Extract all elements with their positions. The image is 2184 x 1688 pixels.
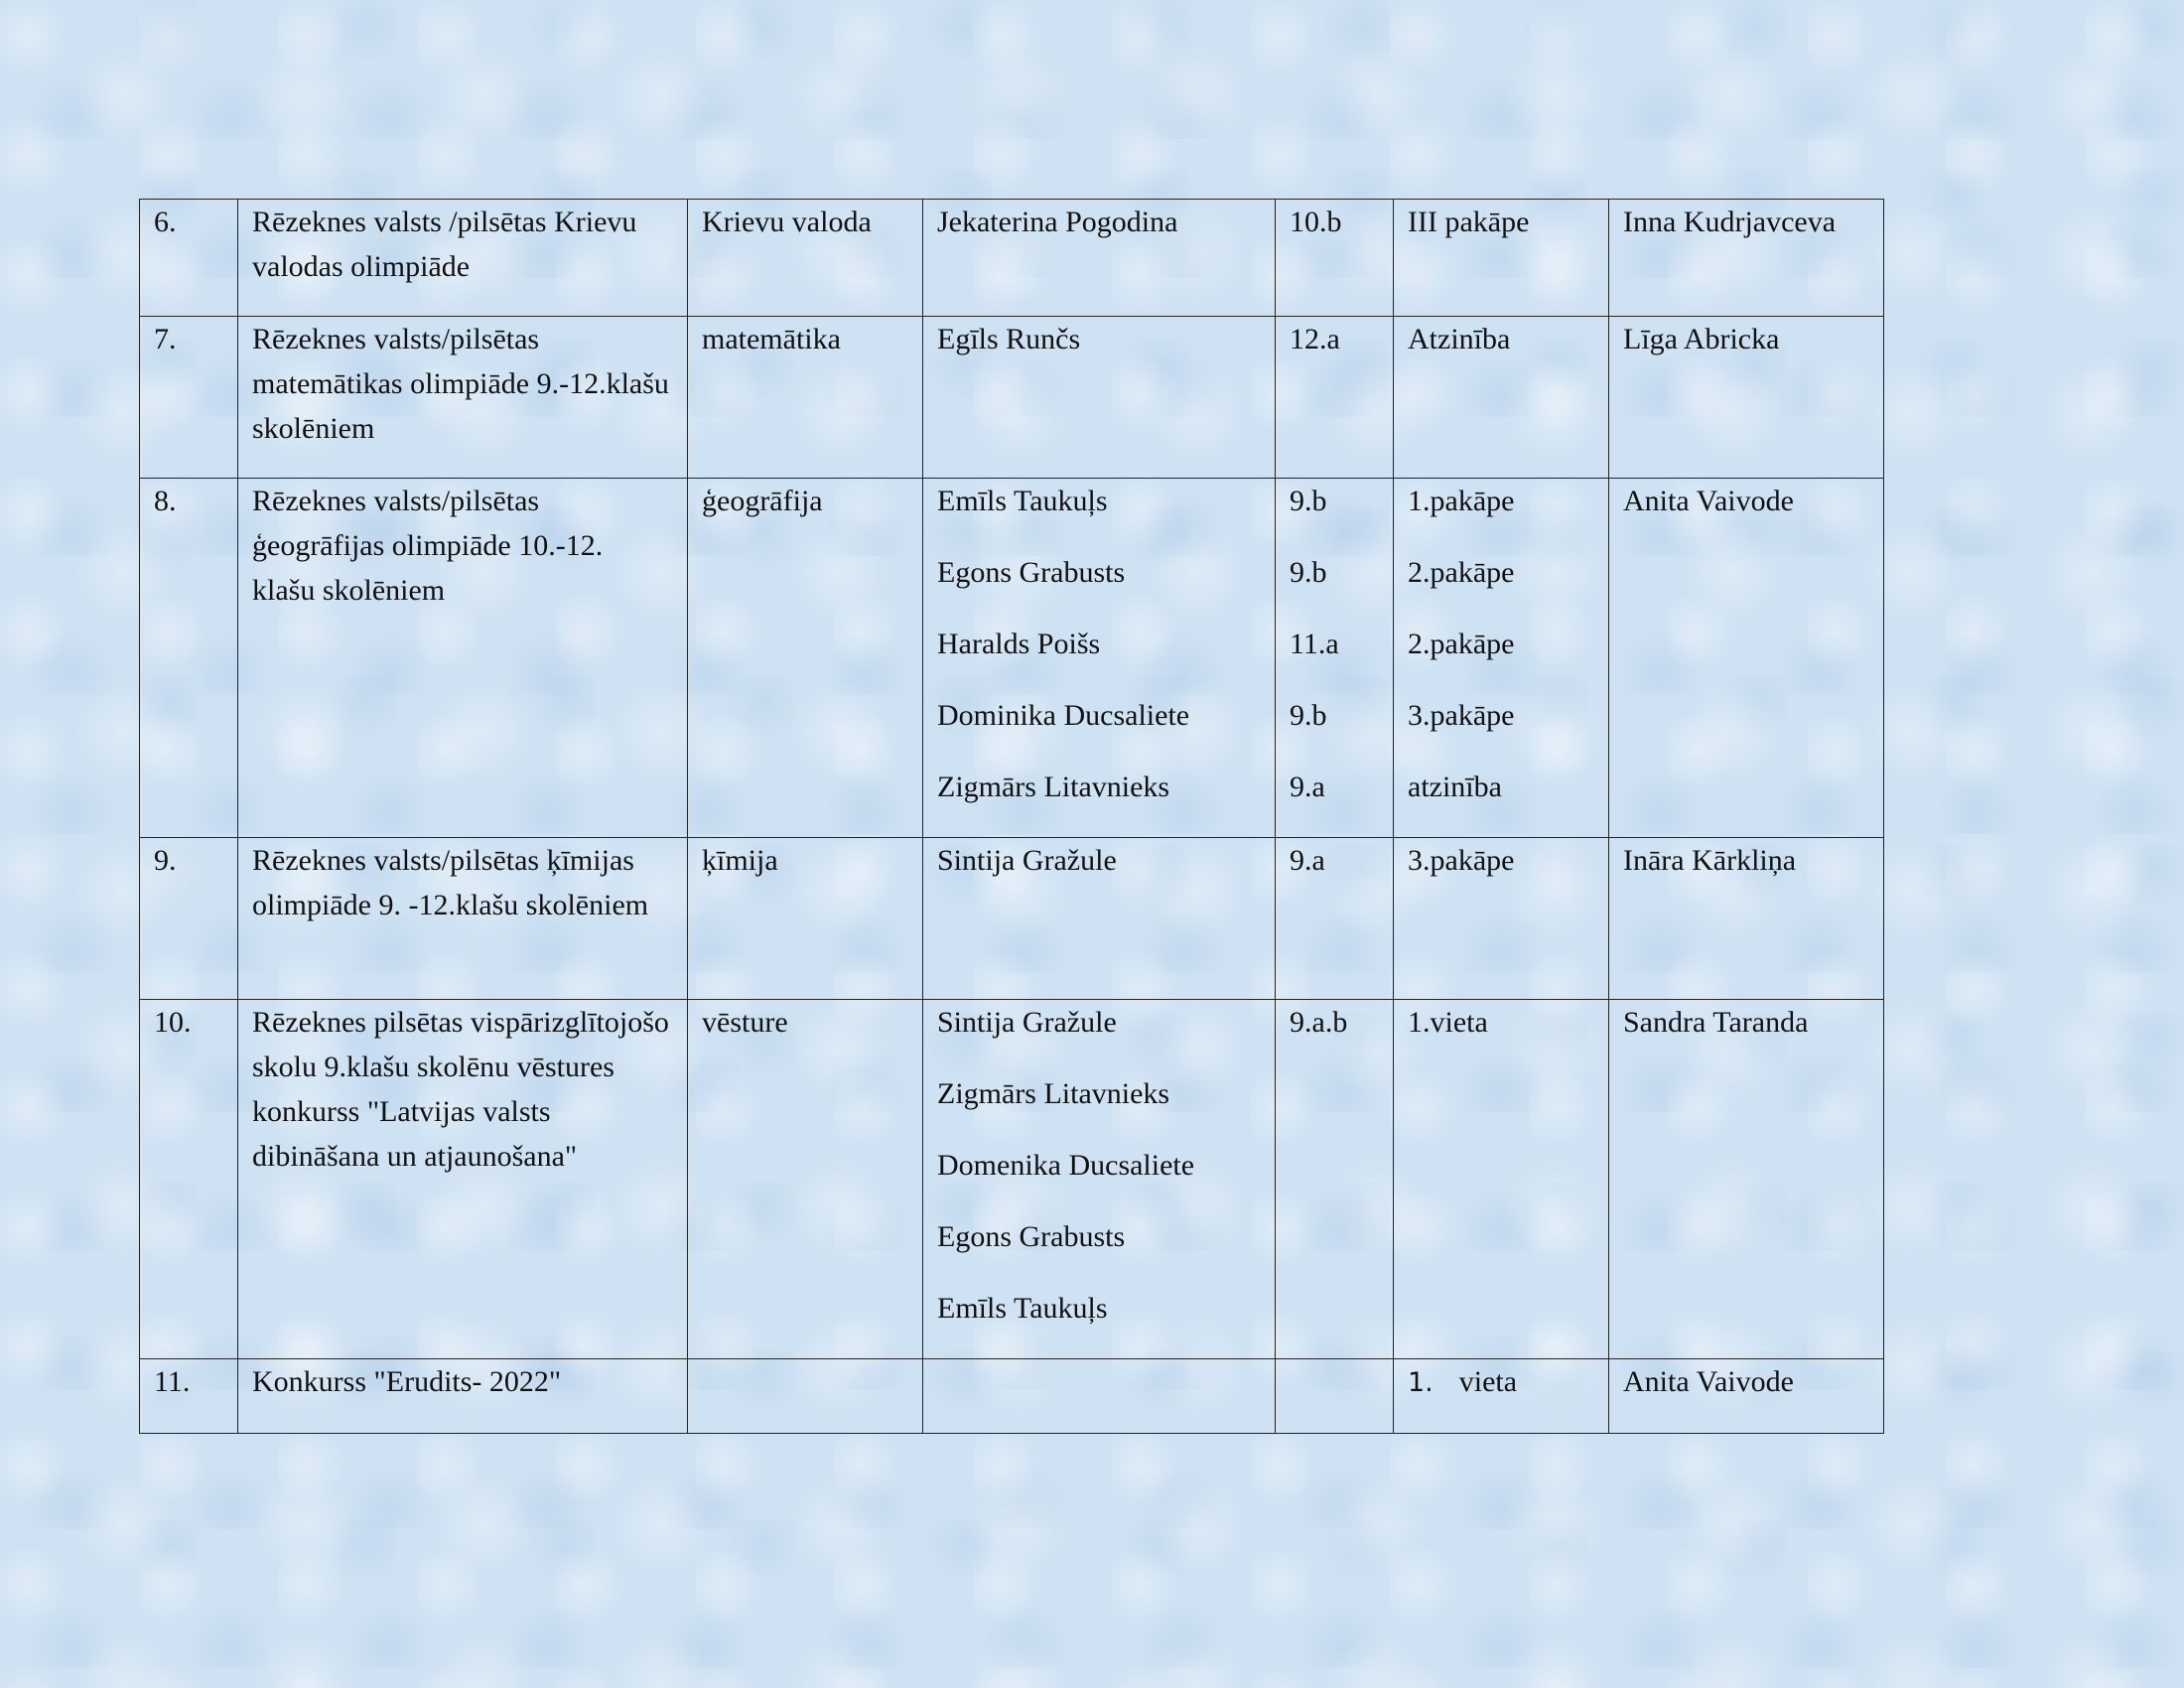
subject: ķīmija xyxy=(688,838,923,1000)
result-value: 3.pakāpe xyxy=(1408,844,1515,877)
subject xyxy=(688,1359,923,1434)
row-number: 9. xyxy=(140,838,238,1000)
row-number: 8. xyxy=(140,479,238,838)
class-cell xyxy=(1276,838,1394,1000)
class-value: 9.b xyxy=(1290,699,1327,732)
student-name: Haralds Poišs xyxy=(937,628,1101,660)
row-number: 7. xyxy=(140,317,238,479)
competition-name: Rēzeknes valsts /pilsētas Krievu valodas olimpiāde xyxy=(238,200,688,317)
class-value: 10.b xyxy=(1290,206,1342,238)
result-cell xyxy=(1394,317,1609,479)
competition-name: Rēzeknes pilsētas vispārizglītojošo skolu 9.klašu skolēnu vēstures konkurss "Latvijas valsts dibināšana un atjaunošana" xyxy=(238,1000,688,1359)
teacher-name: Ināra Kārkliņa xyxy=(1609,838,1884,1000)
result-value: 1.pakāpe xyxy=(1408,485,1515,517)
table-row xyxy=(140,317,1884,479)
competition-name: Konkurss "Erudits- 2022" xyxy=(238,1359,688,1434)
result-value: atzinība xyxy=(1408,771,1502,803)
result-value: 2.pakāpe xyxy=(1408,556,1515,589)
student-name: Egīls Runčs xyxy=(937,323,1081,355)
table-row xyxy=(140,200,1884,317)
class-cell xyxy=(1276,479,1394,838)
class-cell xyxy=(1276,200,1394,317)
student-name: Zigmārs Litavnieks xyxy=(937,771,1170,803)
class-value: 9.b xyxy=(1290,556,1327,589)
student-name: Sintija Gražule xyxy=(937,844,1117,877)
result-value: 1.vieta xyxy=(1408,1006,1488,1039)
subject: matemātika xyxy=(688,317,923,479)
class-value: 12.a xyxy=(1290,323,1340,355)
students-cell xyxy=(923,479,1276,838)
table-row xyxy=(140,1000,1884,1359)
students-cell xyxy=(923,1000,1276,1359)
teacher-name: Anita Vaivode xyxy=(1609,479,1884,838)
student-name: Emīls Taukuļs xyxy=(937,485,1108,517)
teacher-name: Anita Vaivode xyxy=(1609,1359,1884,1434)
list-number: 1. xyxy=(1408,1367,1433,1398)
class-cell xyxy=(1276,317,1394,479)
result-value: III pakāpe xyxy=(1408,206,1530,238)
teacher-name: Sandra Taranda xyxy=(1609,1000,1884,1359)
students-cell xyxy=(923,838,1276,1000)
student-name: Egons Grabusts xyxy=(937,1220,1126,1253)
result-value: Atzinība xyxy=(1408,323,1511,355)
student-name: Zigmārs Litavnieks xyxy=(937,1077,1170,1110)
result-cell xyxy=(1394,838,1609,1000)
subject: ģeogrāfija xyxy=(688,479,923,838)
class-value: 9.a xyxy=(1290,844,1325,877)
row-number: 6. xyxy=(140,200,238,317)
competition-name: Rēzeknes valsts/pilsētas ģeogrāfijas olimpiāde 10.-12. klašu skolēniem xyxy=(238,479,688,838)
result-cell xyxy=(1394,479,1609,838)
table-row xyxy=(140,1359,1884,1434)
student-name: Jekaterina Pogodina xyxy=(937,206,1178,238)
student-name: Dominika Ducsaliete xyxy=(937,699,1190,732)
class-value: 9.a xyxy=(1290,771,1325,803)
students-cell xyxy=(923,200,1276,317)
result-cell xyxy=(1394,1000,1609,1359)
result-value: 3.pakāpe xyxy=(1408,699,1515,732)
class-value: 11.a xyxy=(1290,628,1339,660)
class-cell xyxy=(1276,1359,1394,1434)
student-name: Egons Grabusts xyxy=(937,556,1126,589)
result-value: 2.pakāpe xyxy=(1408,628,1515,660)
student-name: Emīls Taukuļs xyxy=(937,1292,1108,1325)
student-name: Domenika Ducsaliete xyxy=(937,1149,1195,1182)
competition-name: Rēzeknes valsts/pilsētas ķīmijas olimpiāde 9. -12.klašu skolēniem xyxy=(238,838,688,1000)
result-cell xyxy=(1394,200,1609,317)
subject: vēsture xyxy=(688,1000,923,1359)
table-row xyxy=(140,479,1884,838)
row-number: 10. xyxy=(140,1000,238,1359)
subject: Krievu valoda xyxy=(688,200,923,317)
result-value xyxy=(1408,1359,1594,1405)
students-cell xyxy=(923,1359,1276,1434)
teacher-name: Līga Abricka xyxy=(1609,317,1884,479)
result-text: vieta xyxy=(1458,1365,1518,1398)
result-cell xyxy=(1394,1359,1609,1434)
results-table xyxy=(139,199,1884,1434)
student-name: Sintija Gražule xyxy=(937,1006,1117,1039)
row-number: 11. xyxy=(140,1359,238,1434)
students-cell xyxy=(923,317,1276,479)
table-row xyxy=(140,838,1884,1000)
competition-name: Rēzeknes valsts/pilsētas matemātikas olimpiāde 9.-12.klašu skolēniem xyxy=(238,317,688,479)
class-cell xyxy=(1276,1000,1394,1359)
class-value: 9.b xyxy=(1290,485,1327,517)
teacher-name: Inna Kudrjavceva xyxy=(1609,200,1884,317)
class-value: 9.a.b xyxy=(1290,1006,1348,1039)
